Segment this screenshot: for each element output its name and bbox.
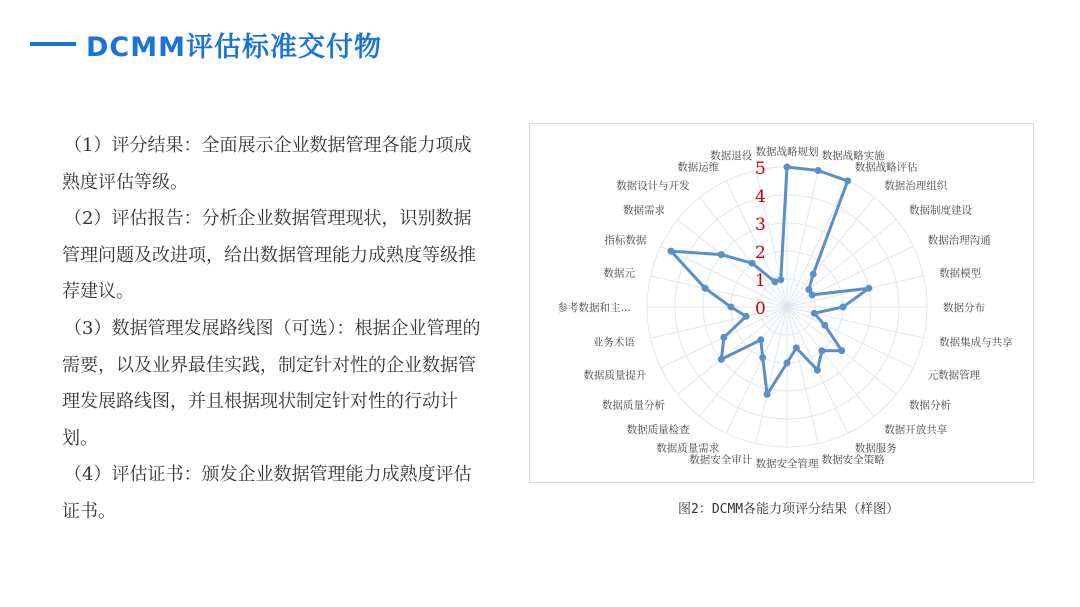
- radar-category-label-23: 指标数据: [604, 234, 647, 247]
- radar-category-label-0: 数据战略规划: [755, 146, 819, 158]
- radar-data-point-24: [718, 251, 725, 258]
- radar-data-point-15: [764, 391, 771, 398]
- radar-spoke-2: [787, 181, 848, 307]
- radar-spoke-8: [787, 307, 923, 338]
- paragraph-assessment-report: （2）评估报告：分析企业数据管理现状，识别数据管理问题及改进项，给出数据管理能力成熟度等级推荐建议。: [62, 208, 476, 303]
- radar-data-point-25: [749, 260, 756, 267]
- radar-data-point-17: [757, 336, 764, 343]
- radar-category-label-26: 数据运维: [677, 161, 720, 174]
- radar-data-point-13: [793, 344, 800, 351]
- radar-category-label-9: 元数据管理: [927, 369, 981, 382]
- radar-category-label-21: 参考数据和主…: [557, 302, 631, 314]
- paragraph-certificate: （4）评估证书：颁发企业数据管理能力成熟度评估证书。: [62, 464, 472, 522]
- page-title: DCMM评估标准交付物: [86, 31, 382, 63]
- radar-category-label-14: 数据安全管理: [755, 458, 819, 470]
- radar-data-point-20: [743, 313, 750, 320]
- title-accent-line: [30, 42, 76, 46]
- radial-tick-label-3: 3: [755, 215, 766, 235]
- radar-category-label-22: 数据元: [603, 267, 635, 280]
- radial-tick-label-4: 4: [755, 187, 766, 207]
- radar-category-label-8: 数据集成与共享: [939, 336, 1013, 349]
- radar-data-point-6: [865, 285, 872, 292]
- radar-spoke-22: [651, 276, 787, 307]
- figure-caption: 图2：DCMM各能力项评分结果（样图）: [678, 502, 900, 517]
- radial-tick-label-2: 2: [755, 243, 766, 263]
- radial-tick-label-5: 5: [755, 159, 766, 179]
- radar-data-point-2: [844, 177, 851, 184]
- radar-category-label-12: 数据服务: [854, 442, 897, 455]
- radar-category-label-18: 数据质量分析: [602, 399, 665, 412]
- radar-data-point-8: [811, 310, 818, 317]
- radial-tick-label-1: 1: [755, 271, 766, 291]
- radar-data-point-11: [818, 347, 825, 354]
- radar-category-label-25: 数据设计与开发: [616, 180, 690, 192]
- radar-data-point-9: [821, 322, 828, 329]
- radar-spoke-5: [787, 246, 913, 307]
- radar-data-point-16: [759, 354, 766, 361]
- radar-category-label-4: 数据制度建设: [909, 204, 972, 217]
- radar-category-label-7: 数据分布: [943, 302, 985, 314]
- radar-category-label-27: 数据退役: [710, 149, 753, 162]
- radar-chart: [530, 124, 1033, 482]
- radar-data-point-5: [809, 291, 816, 298]
- radar-category-label-3: 数据治理组织: [884, 180, 948, 192]
- paragraph-roadmap: （3）数据管理发展路线图（可选）：根据企业管理的需要，以及业界最佳实践，制定针对性的企业数据管理发展路线图，并且根据现状制定针对性的行动计划。: [62, 317, 481, 449]
- radar-data-point-21: [728, 304, 735, 311]
- radar-category-label-15: 数据安全审计: [689, 454, 753, 467]
- radar-category-label-5: 数据治理沟通: [927, 234, 991, 247]
- radar-category-label-1: 数据战略实施: [821, 149, 885, 162]
- body-text: [62, 128, 487, 531]
- radar-category-label-17: 数据质量检查: [626, 424, 690, 436]
- radar-category-label-24: 数据需求: [623, 204, 665, 217]
- radial-tick-label-0: 0: [755, 299, 766, 319]
- radar-data-point-1: [815, 167, 822, 174]
- radar-category-label-13: 数据安全策略: [821, 454, 885, 467]
- radar-category-label-16: 数据质量需求: [656, 442, 720, 455]
- radar-data-point-0: [784, 164, 791, 171]
- radar-data-point-22: [702, 285, 709, 292]
- radar-category-label-11: 数据开放共享: [884, 424, 948, 436]
- radar-data-point-10: [838, 347, 845, 354]
- radar-data-point-18: [718, 356, 725, 363]
- radar-spoke-15: [756, 307, 787, 443]
- radar-spoke-20: [651, 307, 787, 338]
- radar-data-point-19: [720, 334, 727, 341]
- radar-data-point-27: [777, 276, 784, 283]
- radar-category-label-20: 业务术语: [592, 336, 635, 349]
- radar-chart-frame: [529, 123, 1034, 483]
- radar-spoke-13: [787, 307, 818, 443]
- title-bar: [30, 22, 382, 66]
- radar-data-point-7: [840, 304, 847, 311]
- radar-category-label-2: 数据战略评估: [854, 161, 918, 174]
- radar-data-point-12: [814, 367, 821, 374]
- radar-category-label-6: 数据模型: [939, 267, 982, 280]
- paragraph-score-result: （1）评分结果：全面展示企业数据管理各能力项成熟度评估等级。: [62, 135, 472, 193]
- radar-data-point-14: [784, 360, 791, 367]
- radar-spoke-1: [787, 171, 818, 307]
- radar-category-label-10: 数据分析: [909, 399, 951, 412]
- radar-data-point-23: [668, 248, 675, 255]
- radar-category-label-19: 数据质量提升: [583, 369, 647, 382]
- radar-data-point-3: [810, 271, 817, 278]
